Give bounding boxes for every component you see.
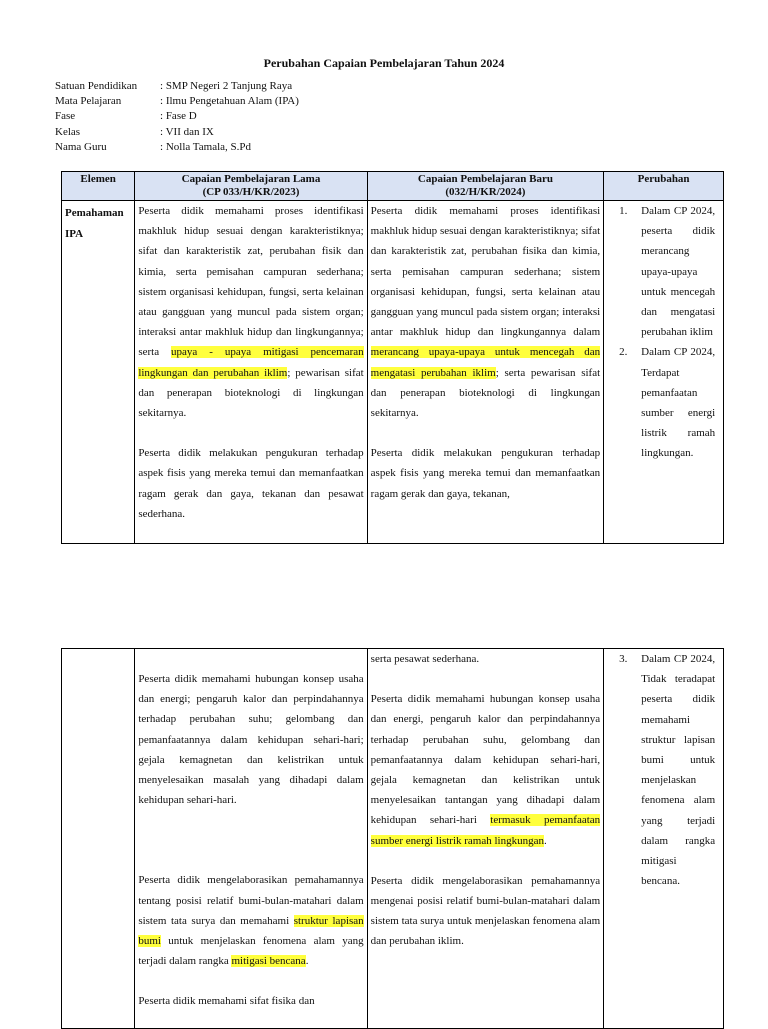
cp-lama-paragraph-2: Peserta didik melakukan pengukuran terhadap aspek fisis yang mereka temui dan memanfaatkan ragam gerak dan gaya, tekanan dan pesawat sederhana. [138,447,364,520]
cp-baru-paragraph-4: Peserta didik mengelaborasikan pemahamannya mengenai posisi relatif bumi-bulan-matahari dalam sistem tata surya untuk menjelaskan fenomena alam dan perubahan iklim. [370,874,601,948]
cp-lama-paragraph-3: Peserta didik memahami hubungan konsep usaha dan energi; pengaruh kalor dan perpindahannya terhadap perubahan suhu; gelombang dan pemanfaatannya dalam kehidupan sehari-hari; gejala kemagnetan dan kelistrikan untuk menyelesaikan masalah yang dihadapi dalam kehidupan sehari-hari. [138,673,364,807]
info-value: : Nolla Tamala, S.Pd [160,140,251,155]
perubahan-cell [604,649,724,1029]
cp-lama-cell [135,649,367,1029]
header-cp-lama-title: Capaian Pembelajaran Lama [181,173,321,185]
cp-lama-paragraph-5: Peserta didik memahami sifat fisika dan [138,995,315,1008]
cp-baru-paragraph-2-cont: serta pesawat sederhana. [370,653,480,665]
info-label: Mata Pelajaran [55,95,122,108]
info-row-fase [55,109,299,124]
highlight: mitigasi bencana [231,955,306,968]
info-label: Satuan Pendidikan [55,80,138,92]
perubahan-list [607,201,720,464]
info-label: Fase [55,110,76,123]
cp-baru-cell [367,649,604,1029]
elemen-cell: Pemahaman IPA [62,201,135,544]
header-cp-lama [135,172,367,201]
header-cp-baru [367,172,604,201]
table-header-row [62,172,724,201]
cp-baru-paragraph-1: Peserta didik memahami proses identifikasi makhluk hidup sesuai dengan karakteristiknya; sifat dan karakteristik zat, perubahan fisika dan kimia, serta pemisahan campuran sederhana; sistem organisasi kehidupan, fungsi, serta kelainan atau gangguan yang muncul pada sistem organ; interaksi antar makhluk hidup dan lingkungannya dalam merancang upaya-upaya untuk mencegah dan mengatasi perubahan iklim; serta pewarisan sifat dan penerapan bioteknologi di lingkungan sekitarnya. [370,205,601,420]
info-value: : SMP Negeri 2 Tanjung Raya [160,79,292,94]
cp-baru-paragraph-2: Peserta didik melakukan pengukuran terhadap aspek fisis yang mereka temui dan memanfaatkan ragam gerak dan gaya, tekanan, [370,447,601,500]
list-item: 1. Dalam CP 2024, peserta didik merancang upaya-upaya untuk mencegah dan mengatasi perubahan iklim [619,205,716,339]
table-row [62,649,724,1029]
info-value: : VII dan IX [160,125,214,140]
cp-baru-cell [367,201,604,544]
perubahan-list [607,649,720,891]
document-info [55,79,299,155]
header-cp-baru-code: (032/H/KR/2024) [445,186,526,198]
cp-lama-paragraph-4: Peserta didik mengelaborasikan pemahamannya tentang posisi relatif bumi-bulan-matahari dalam sistem tata surya dan memahami struktur lapisan bumi untuk menjelaskan fenomena alam yang terjadi dalam rangka mitigasi bencana. [138,874,364,968]
cp-lama-paragraph-1: Peserta didik memahami proses identifikasi makhluk hidup sesuai dengan karakteristiknya; sifat dan karakteristik zat, perubahan fisik dan kimia, serta pemisahan campuran sederhana; sistem organisasi kehidupan, fungsi, serta kelainan atau gangguan yang muncul pada sistem organ; interaksi antar makhluk hidup dan lingkungannya; serta upaya - upaya mitigasi pencemaran lingkungan dan perubahan iklim; pewarisan sifat dan penerapan bioteknologi di lingkungan sekitarnya. [138,205,364,420]
document-title: Perubahan Capaian Pembelajaran Tahun 2024 [263,56,505,70]
header-cp-lama-code: (CP 033/H/KR/2023) [202,186,300,198]
header-elemen: Elemen [62,172,135,201]
info-row-satuan [55,79,299,94]
header-cp-baru-title: Capaian Pembelajaran Baru [417,173,553,185]
list-item: 3. Dalam CP 2024, Tidak teradapat peserta didik memahami struktur lapisan bumi untuk menjelaskan fenomena alam yang terjadi dalam rangka mitigasi bencana. [619,653,716,888]
highlight: merancang upaya-upaya untuk mencegah dan mengatasi perubahan iklim [370,346,601,379]
info-value: : Ilmu Pengetahuan Alam (IPA) [160,94,299,109]
info-row-mapel [55,94,299,109]
cp-table-part-1 [61,171,724,544]
perubahan-cell [604,201,724,544]
list-item: 2. Dalam CP 2024, Terdapat pemanfaatan sumber energi listrik ramah lingkungan. [619,346,716,460]
cp-baru-paragraph-3: Peserta didik memahami hubungan konsep usaha dan energi, pengaruh kalor dan perpindahannya terhadap perubahan suhu, gelombang dan pemanfaatannya dalam kehidupan sehari-hari, gejala kemagnetan dan kelistrikan untuk menyelesaikan tantangan yang dihadapi dalam kehidupan sehari-hari termasuk pemanfaatan sumber energi listrik ramah lingkungan. [370,693,601,847]
info-row-guru [55,140,299,155]
info-label: Kelas [55,125,81,138]
header-perubahan: Perubahan [604,172,724,201]
info-row-kelas [55,125,299,140]
highlight: upaya - upaya mitigasi pencemaran lingkungan dan perubahan iklim [138,346,364,379]
highlight: termasuk pemanfaatan sumber energi listrik ramah lingkungan [370,814,601,847]
table-row [62,201,724,544]
info-label: Nama Guru [55,140,107,153]
cp-table-part-2 [61,648,724,1029]
info-value: : Fase D [160,109,197,124]
highlight: struktur lapisan bumi [138,914,364,948]
cp-lama-cell [135,201,367,544]
elemen-cell-empty [62,649,135,1029]
